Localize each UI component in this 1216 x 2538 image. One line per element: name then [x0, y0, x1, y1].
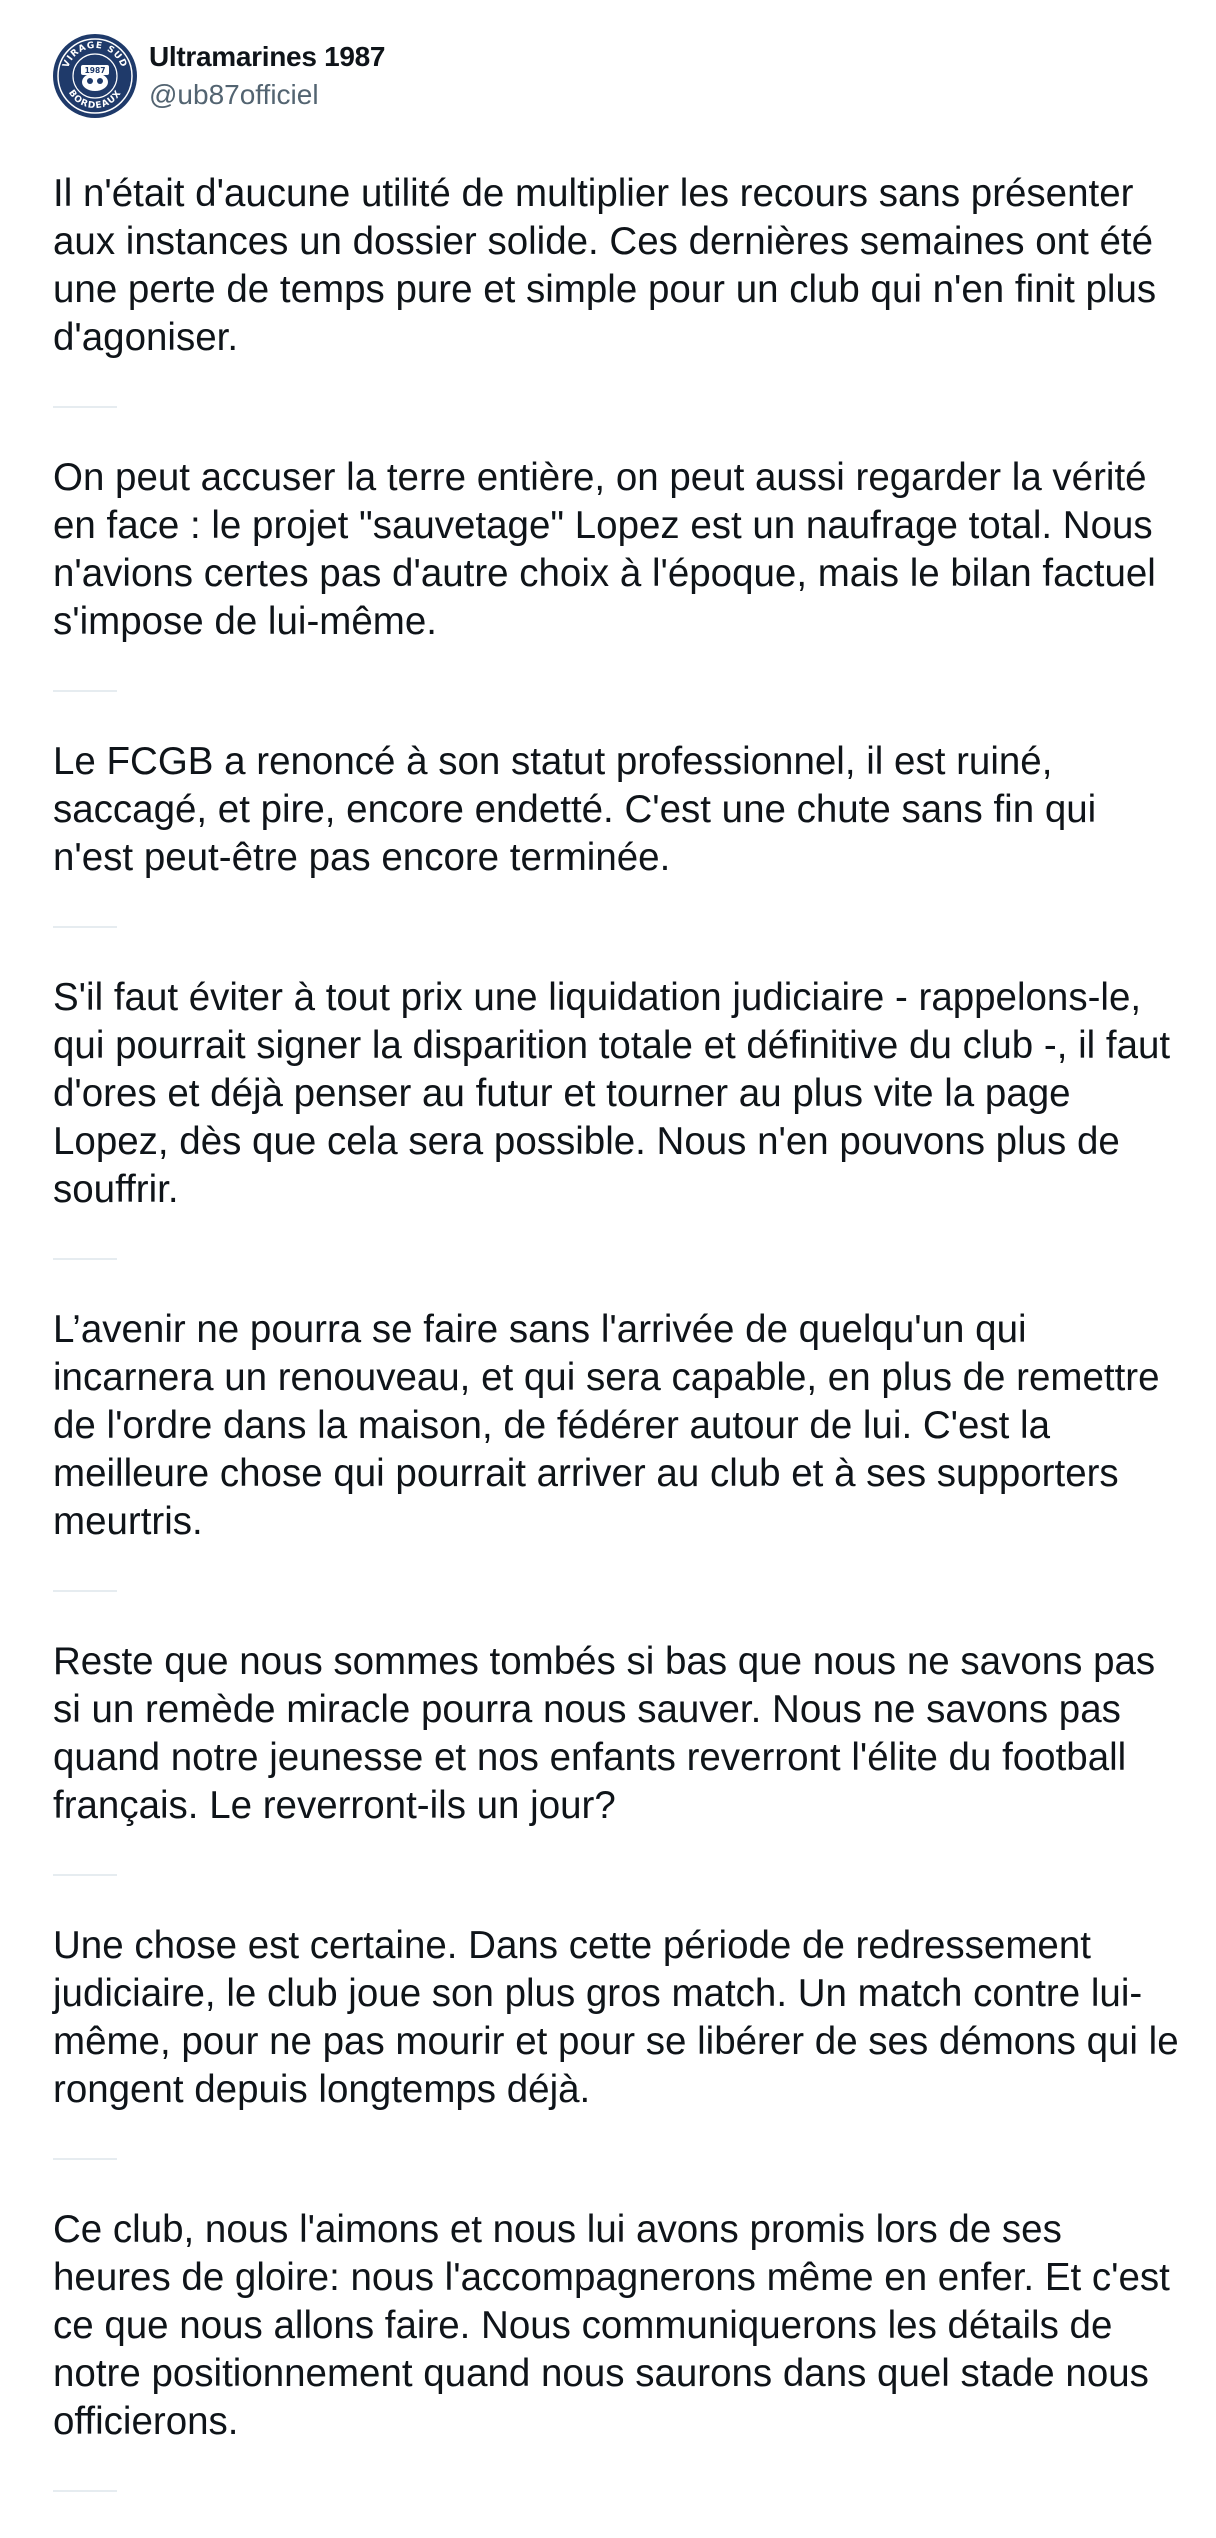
paragraph-separator: [53, 2158, 117, 2160]
tweet-paragraph: L’avenir ne pourra se faire sans l'arrivée de quelqu'un qui incarnera un renouveau, et qui sera capable, en plus de remettre de l'ordre dans la maison, de fédérer autour de lui. C'est la meilleure chose qui pourrait arriver au club et à ses supporters meurtris.: [53, 1308, 1160, 1543]
author-handle[interactable]: @ub87officiel: [149, 79, 319, 110]
paragraph-separator: [53, 1590, 117, 1592]
ultramarines-crest-icon: [53, 34, 137, 118]
tweet-body: [53, 170, 1183, 2538]
paragraph-separator: [53, 2490, 117, 2492]
avatar[interactable]: [53, 34, 137, 118]
tweet-paragraph: On peut accuser la terre entière, on peut aussi regarder la vérité en face : le projet "sauvetage" Lopez est un naufrage total. Nous n'avions certes pas d'autre choix à l'époque, mais le bilan factuel s'impose de lui-même.: [53, 456, 1156, 643]
tweet-paragraph: Le FCGB a renoncé à son statut professionnel, il est ruiné, saccagé, et pire, encore endetté. C'est une chute sans fin qui n'est peut-être pas encore terminée.: [53, 740, 1097, 879]
avatar-bottom-text: BORDEAUX: [66, 88, 124, 112]
avatar-top-text: VIRAGE SUD: [61, 40, 129, 70]
tweet-header: [53, 34, 385, 118]
author-display-name[interactable]: Ultramarines 1987: [149, 41, 386, 72]
author-names: [149, 40, 385, 112]
tweet-paragraph: S'il faut éviter à tout prix une liquidation judiciaire - rappelons-le, qui pourrait signer la disparition totale et définitive du club -, il faut d'ores et déjà penser au futur et tourner au plus vite la page Lopez, dès que cela sera possible. Nous n'en pouvons plus de souffrir.: [53, 976, 1171, 1211]
paragraph-separator: [53, 690, 117, 692]
tweet-paragraph: Une chose est certaine. Dans cette période de redressement judiciaire, le club joue son plus gros match. Un match contre lui-même, pour ne pas mourir et pour se libérer de ses démons qui le rongent depuis longtemps déjà.: [53, 1924, 1179, 2111]
paragraph-separator: [53, 926, 117, 928]
tweet-paragraph: Reste que nous sommes tombés si bas que nous ne savons pas si un remède miracle pourra nous sauver. Nous ne savons pas quand notre jeunesse et nos enfants reverront l'élite du football français. Le reverront-ils un jour?: [53, 1640, 1156, 1827]
tweet-paragraph: Il n'était d'aucune utilité de multiplier les recours sans présenter aux instances un dossier solide. Ces dernières semaines ont été une perte de temps pure et simple pour un club qui n'en finit plus d'agoniser.: [53, 172, 1157, 359]
paragraph-separator: [53, 406, 117, 408]
paragraph-separator: [53, 1874, 117, 1876]
tweet-paragraph: Ce club, nous l'aimons et nous lui avons promis lors de ses heures de gloire: nous l'accompagnerons même en enfer. Et c'est ce que nous allons faire. Nous communiquerons les détails de notre positionnement quand nous saurons dans quel stade nous officierons.: [53, 2208, 1170, 2443]
paragraph-separator: [53, 1258, 117, 1260]
avatar-year-text: 1987: [84, 66, 106, 75]
